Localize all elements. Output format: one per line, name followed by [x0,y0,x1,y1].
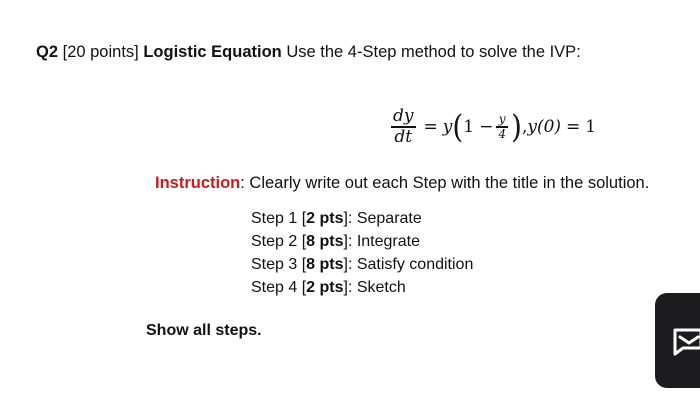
chat-icon [669,326,700,356]
steps-list [251,207,473,299]
question-prompt: Use the 4-Step method to solve the IVP: [286,43,581,61]
comma: , [521,117,528,137]
step-item: Step 2 [8 pts]: Integrate [251,233,420,250]
question-points: [20 points] [62,43,139,61]
var-y: y [442,117,453,137]
derivative-numerator: dy [393,105,414,126]
show-all-steps: Show all steps. [146,322,262,339]
instruction [155,174,649,193]
instruction-label: Instruction [155,174,241,192]
frac-numerator: y [498,111,506,126]
minus-sign: − [479,117,494,137]
chat-button[interactable] [655,293,700,388]
step-item: Step 1 [2 pts]: Separate [251,210,422,227]
derivative-fraction [391,107,416,147]
step-points: 2 pts [306,279,344,296]
frac-denominator: 4 [498,126,507,141]
equals-sign-2: = [566,117,581,137]
constant-one: 1 [463,117,475,137]
instruction-text: : Clearly write out each Step with the title in the solution. [240,174,650,192]
step-item: Step 4 [2 pts]: Sketch [251,279,406,296]
initial-value: 1 [585,117,597,137]
right-paren: ) [511,107,522,146]
step-points: 8 pts [306,256,344,273]
question-topic: Logistic Equation [143,43,282,61]
step-points: 2 pts [306,210,344,227]
question-header [36,43,581,62]
y-over-4-fraction [496,113,508,142]
step-points: 8 pts [306,233,344,250]
initial-condition: y(0) [527,117,562,137]
equals-sign: = [423,117,438,137]
left-paren: ( [452,107,464,146]
ivp-equation [388,102,596,152]
question-number: Q2 [36,43,59,61]
step-item: Step 3 [8 pts]: Satisfy condition [251,256,474,273]
derivative-denominator: dt [394,126,413,147]
